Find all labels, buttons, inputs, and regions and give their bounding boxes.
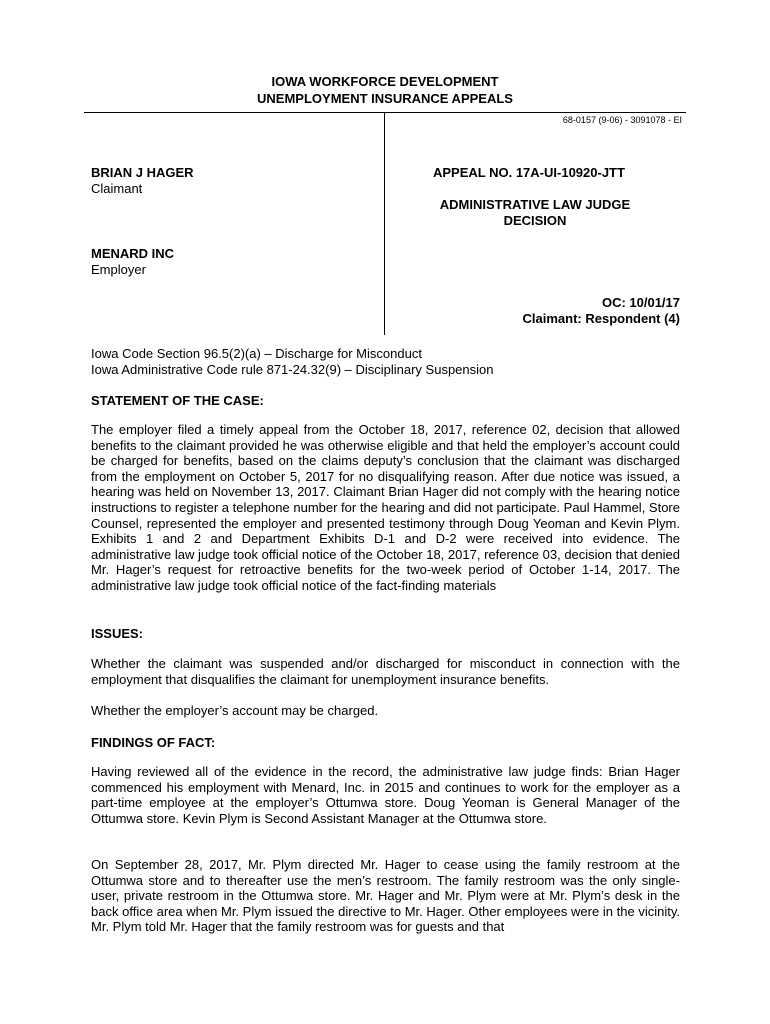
statement-paragraph: The employer filed a timely appeal from the October 18, 2017, reference 02, decision that allowed benefits to the claimant provided he was otherwise eligible and that held the employer’s account could be charged for benefits, based on the claims deputy’s conclusion that the claimant was discharged from the employment on October 5, 2017 for no disqualifying reason. After due notice was issued, a hearing was held on November 13, 2017. Claimant Brian Hager did not comply with the hearing notice instructions to register a telephone number for the hearing and did not participate. Paul Hammel, Store Counsel, represented the employer and presented testimony through Doug Yeoman and Kevin Plym. Exhibits 1 and 2 and Department Exhibits D-1 and D-2 were received into evidence. The administrative law judge took official notice of the October 18, 2017, reference 03, decision that denied Mr. Hager’s request for retroactive benefits for the two-week period of October 1-14, 2017. The administrative law judge took official notice of the fact-finding materials: [91, 422, 680, 593]
findings-heading: FINDINGS OF FACT:: [91, 735, 216, 750]
claimant-status: Claimant: Respondent (4): [522, 311, 680, 326]
statement-heading: STATEMENT OF THE CASE:: [91, 393, 264, 408]
claimant-block: [91, 165, 194, 197]
issue-paragraph-2: Whether the employer’s account may be charged.: [91, 703, 379, 718]
oc-date: OC: 10/01/17: [601, 295, 680, 310]
finding-paragraph-1: Having reviewed all of the evidence in the record, the administrative law judge finds: Brian Hager commenced his employment with Menard, Inc. in 2015 and continues to work for the employer as a part-time employee at the employer’s Ottumwa store. Doug Yeoman is General Manager of the Ottumwa store. Kevin Plym is Second Assistant Manager at the Ottumwa store.: [91, 764, 680, 826]
issues-body: [91, 656, 680, 687]
citation-code: Iowa Code Section 96.5(2)(a) – Discharge for Misconduct: [91, 346, 422, 361]
header-rule: [84, 112, 686, 113]
issues-body-2: [91, 703, 680, 719]
employer-role: Employer: [91, 262, 146, 277]
claimant-name: BRIAN J HAGER: [91, 165, 194, 180]
appeal-number: APPEAL NO. 17A-UI-10920-JTT: [433, 165, 625, 180]
claimant-role: Claimant: [91, 181, 143, 196]
issue-paragraph-1: Whether the claimant was suspended and/or discharged for misconduct in connection with the employment that disqualifies the claimant for unemployment insurance benefits.: [91, 656, 680, 687]
decision-title-line2: DECISION: [503, 213, 567, 228]
oc-block: [523, 295, 680, 327]
decision-title: [384, 197, 686, 229]
agency-title: IOWA WORKFORCE DEVELOPMENT: [271, 74, 499, 89]
decision-title-line1: ADMINISTRATIVE LAW JUDGE: [439, 197, 631, 212]
citations: [91, 346, 680, 377]
finding-paragraph-2: On September 28, 2017, Mr. Plym directed Mr. Hager to cease using the family restroom at the Ottumwa store and to thereafter use the men’s restroom. The family restroom was the only single-user, private restroom in the Ottumwa store. Mr. Hager and Mr. Plym were at Mr. Plym’s desk in the back office area when Mr. Plym issued the directive to Mr. Hager. Other employees were in the vicinity. Mr. Plym told Mr. Hager that the family restroom was for guests and that: [91, 857, 680, 935]
form-code: 68-0157 (9-06) - 3091078 - EI: [562, 115, 682, 125]
findings-body-1: [91, 764, 680, 826]
employer-block: [91, 246, 174, 278]
citation-rule: Iowa Administrative Code rule 871-24.32(9) – Disciplinary Suspension: [91, 361, 494, 377]
findings-body-2: [91, 857, 680, 935]
statement-body: [91, 422, 680, 594]
division-title: UNEMPLOYMENT INSURANCE APPEALS: [257, 91, 513, 106]
employer-name: MENARD INC: [91, 246, 175, 261]
issues-heading: ISSUES:: [91, 626, 144, 641]
